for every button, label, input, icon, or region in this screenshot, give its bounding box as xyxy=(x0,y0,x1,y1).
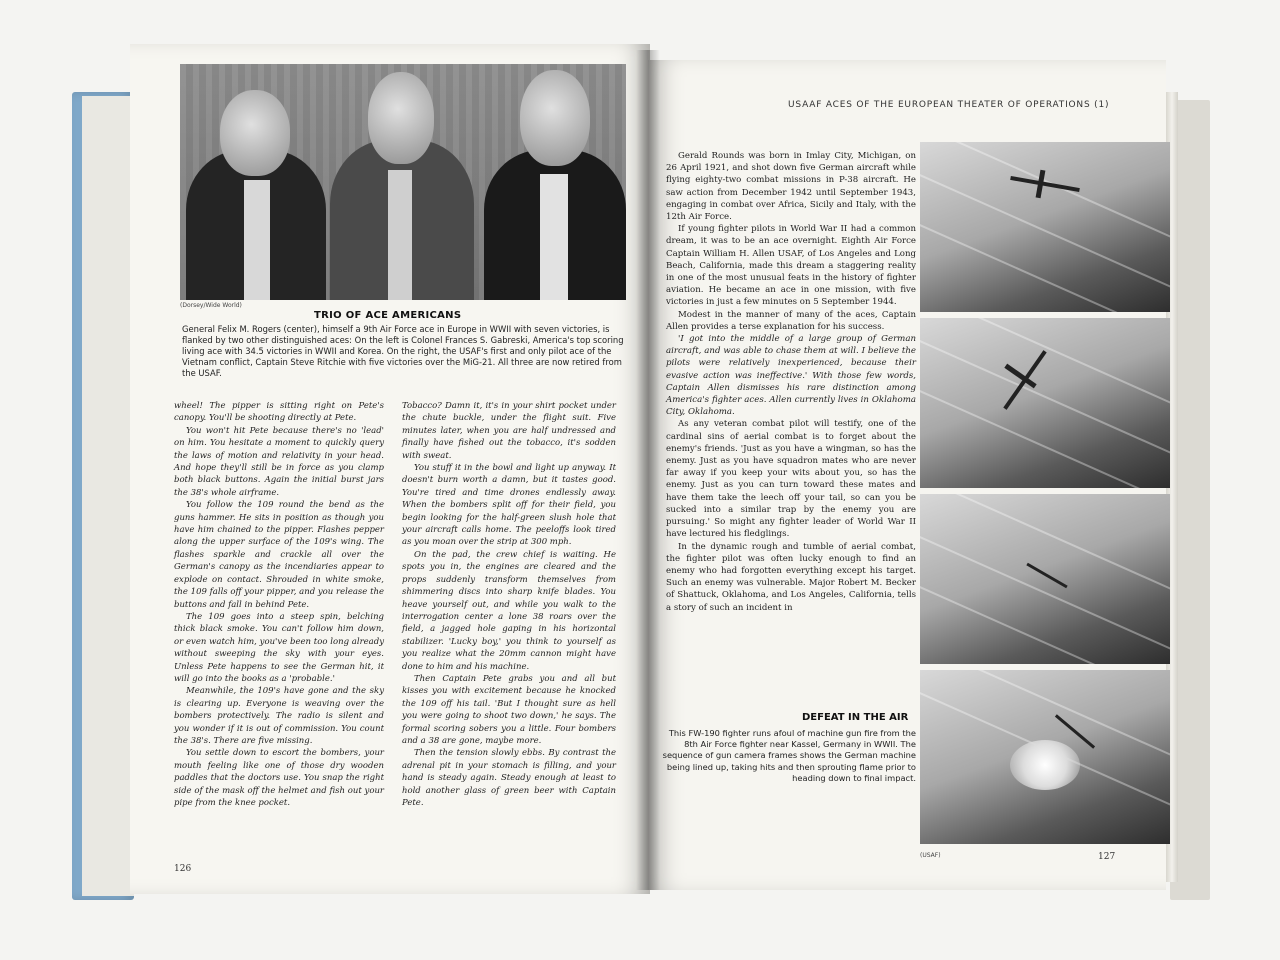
paragraph: Modest in the manner of many of the aces, Captain Allen provides a terse explanation for his success. xyxy=(666,309,916,332)
right-page xyxy=(648,60,1166,890)
book-gutter xyxy=(636,50,660,890)
left-column-1 xyxy=(174,400,384,809)
paragraph: You stuff it in the bowl and light up anyway. It doesn't burn worth a damn, but it tastes good. You're tired and time drones endlessly away. When the bombers split off for their field, you begin looking for the half-green slush hole that your aircraft calls home. The peeloffs look tired as you moan over the strip at 300 mph. xyxy=(402,463,616,548)
figure-title: DEFEAT IN THE AIR xyxy=(798,712,912,723)
caption-title: TRIO OF ACE AMERICANS xyxy=(314,310,462,321)
photo-credit: (Dorsey/Wide World) xyxy=(180,302,242,309)
figure-caption: This FW-190 fighter runs afoul of machine gun fire from the 8th Air Force fighter near Kassel, Germany in WWII. The sequence of gun camera frames shows the German machine being lined up, taking hits and then sprouting flame prior to heading down to final impact. xyxy=(662,728,916,783)
person-right xyxy=(480,64,626,300)
paragraph: Then Captain Pete grabs you and all but kisses you with excitement because he knocked the 109 off his tail. 'But I thought sure as hell you were going to shoot two down,' he says. The formal scoring sobers you a little. Four bombers and a 38 are gone, maybe more. xyxy=(402,673,616,746)
paragraph: wheel! The pipper is sitting right on Pete's canopy. You'll be shooting directly at Pete. xyxy=(174,401,384,424)
fighter-plane-icon xyxy=(1010,176,1080,192)
paragraph: If young fighter pilots in World War II had a common dream, it was to be an ace overnight. Eighth Air Force Captain William H. Allen USAF, of Los Angeles and Long Beach, California, made this dream a staggering reality in one of the most unusual feats in the history of fighter aviation. He became an ace in one mission, with five victories in just a few minutes on 5 September 1944. xyxy=(666,224,916,308)
paragraph: 'I got into the middle of a large group of German aircraft, and was able to chase them at will. I believe the pilots were relatively inexperienced, because their evasive action was ineffective.' With those few words, Captain Allen dismisses his rare distinction among America's fighter aces. Allen currently lives in Oklahoma City, Oklahoma. xyxy=(666,334,916,418)
paragraph: Meanwhile, the 109's have gone and the sky is clearing up. Everyone is weaving over the bombers protectively. The radio is silent and you wonder if it is out of commission. You count the 38's. There are five missing. xyxy=(174,686,384,746)
running-head: USAAF ACES OF THE EUROPEAN THEATER OF OPERATIONS (1) xyxy=(788,100,1110,110)
right-column xyxy=(666,150,916,614)
left-page xyxy=(130,44,650,894)
trio-photo xyxy=(180,64,626,300)
paragraph: In the dynamic rough and tumble of aerial combat, the fighter pilot was often lucky enough to find an enemy who had forgotten everything except his target. Such an enemy was vulnerable. Major Robert M. Becker of Shattuck, Oklahoma, and Los Angeles, California, tells a story of such an incident in xyxy=(666,541,916,613)
paragraph: You settle down to escort the bombers, your mouth feeling like one of those dry wooden paddles that the doctors use. You snap the right side of the mask off the helmet and fish out your pipe from the knee pocket. xyxy=(174,748,384,808)
paragraph: The 109 goes into a steep spin, belching thick black smoke. You can't follow him down, or even watch him, you've been too long already without sweeping the sky with your eyes. Unless Pete happens to see the German hit, it will go into the books as a 'probable.' xyxy=(174,611,384,684)
paragraph: Gerald Rounds was born in Imlay City, Michigan, on 26 April 1921, and shot down five German aircraft while flying eighty-two combat missions in P-38 aircraft. He saw action from December 1942 until September 1943, engaging in combat over Africa, Sicily and Italy, with the 12th Air Force. xyxy=(666,151,916,223)
fighter-plane-icon xyxy=(1026,563,1067,589)
person-left xyxy=(180,64,330,300)
gun-camera-frames xyxy=(920,142,1170,842)
gun-camera-frame-4 xyxy=(920,670,1170,844)
paragraph: Then the tension slowly ebbs. By contrast the adrenal pit in your stomach is filling, and your hand is steady again. Steady enough at least to hold another glass of green beer with Captain Pete. xyxy=(402,748,616,808)
paragraph: As any veteran combat pilot will testify, one of the cardinal sins of aerial combat is to forget about the enemy's friends. 'Just as you have a wingman, so has the enemy. Just as you have squadron mates who are never far away if you keep your wits about you, so has the enemy. Just as you can turn toward these mates and have them take the leech off your tail, so can you be sucked into a similar trap by the enemy you are pursuing.' So might any fighter leader of World War II have lectured his fledglings. xyxy=(666,419,916,540)
caption-text: General Felix M. Rogers (center), himself a 9th Air Force ace in Europe in WWII with seven victories, is flanked by two other distinguished aces: On the left is Colonel Frances S. Gabreski, America's top scoring living ace with 34.5 victories in WWII and Korea. On the right, the USAF's first and only pilot ace of the Vietnam conflict, Captain Steve Ritchie with five victories over the MiG-21. All three are now retired from the USAF. xyxy=(182,324,624,378)
paragraph: You won't hit Pete because there's no 'lead' on him. You hesitate a moment to quickly query the laws of motion and relativity in your head. And hope they'll still be in force as you clamp both black buttons. Again the initial burst jars the 38's whole airframe. xyxy=(174,425,384,498)
left-column-2 xyxy=(402,400,616,809)
photo-credit-usaf: (USAF) xyxy=(920,852,941,859)
gun-camera-frame-1 xyxy=(920,142,1170,312)
paragraph: Tobacco? Damn it, it's in your shirt pocket under the chute buckle, under the flight suit. Five minutes later, when you are half undressed and finally have fished out the tobacco, it's sodden with sweat. xyxy=(402,401,616,461)
gun-camera-frame-3 xyxy=(920,494,1170,664)
book-board-edge xyxy=(82,96,134,896)
explosion-flash xyxy=(1010,740,1080,790)
page-number-left: 126 xyxy=(174,864,192,874)
page-number-right: 127 xyxy=(1098,852,1116,862)
paragraph: On the pad, the crew chief is waiting. He spots you in, the engines are cleared and the props suddenly transform themselves from shimmering discs into sharp knife blades. You heave yourself out, and while you walk to the interrogation center a lone 38 roars over the field, a jagged hole gaping in his horizontal stabilizer. 'Lucky boy,' you think to yourself as you realize what the 20mm cannon might have done to him and his machine. xyxy=(402,549,616,672)
gun-camera-frame-2 xyxy=(920,318,1170,488)
person-center xyxy=(326,64,476,300)
paragraph: You follow the 109 round the bend as the guns hammer. He sits in position as though you have him chained to the pipper. Flashes pepper along the upper surface of the 109's wing. The flashes sparkle and crackle all over the German's canopy as the incendiaries appear to explode on contact. Shrouded in white smoke, the 109 falls off your pipper, and you release the buttons and fall in behind Pete. xyxy=(174,500,384,610)
